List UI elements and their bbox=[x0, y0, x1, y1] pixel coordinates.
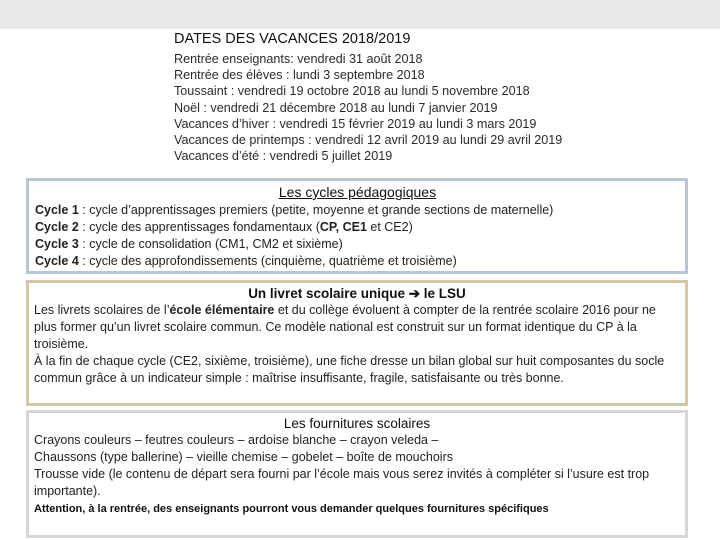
top-bar bbox=[0, 0, 720, 29]
supplies-box bbox=[26, 410, 688, 538]
cycle-text: : cycle de consolidation (CM1, CM2 et sixième) bbox=[78, 237, 343, 251]
supplies-line: Chaussons (type ballerine) – vieille chemise – gobelet – boîte de mouchoirs bbox=[34, 450, 453, 464]
date-line: Rentrée des élèves : lundi 3 septembre 2018 bbox=[174, 68, 425, 83]
cycle-row bbox=[35, 236, 680, 253]
cycle-label: Cycle 2 bbox=[35, 220, 79, 234]
cycle-text-end: et CE2) bbox=[366, 220, 413, 234]
date-line: Vacances de printemps : vendredi 12 avril 2019 au lundi 29 avril 2019 bbox=[174, 133, 563, 148]
livret-paragraph-1 bbox=[34, 302, 680, 353]
supplies-line: Trousse vide (le contenu de départ sera fourni par l’école mais vous serez invités à compléter si l’usure est trop importante). bbox=[34, 467, 650, 498]
date-line: Noël : vendredi 21 décembre 2018 au lundi 7 janvier 2019 bbox=[174, 100, 498, 115]
date-line: Vacances d’été : vendredi 5 juillet 2019 bbox=[174, 149, 393, 164]
date-line: Rentrée enseignants: vendredi 31 août 2018 bbox=[174, 52, 423, 66]
cycle-label: Cycle 1 bbox=[35, 203, 79, 217]
cycles-title: Les cycles pédagogiques bbox=[278, 184, 437, 200]
date-line: Toussaint : vendredi 19 octobre 2018 au lundi 5 novembre 2018 bbox=[174, 84, 530, 99]
supplies-title: Les fournitures scolaires bbox=[283, 416, 431, 431]
cycle-row bbox=[35, 202, 680, 219]
livret-box bbox=[26, 280, 688, 406]
livret-p1-strong: école élémentaire bbox=[169, 303, 275, 317]
livret-paragraph-2: À la fin de chaque cycle (CE2, sixième, troisième), une fiche dresse un bilan global sur huit composantes du socle commun grâce à un indicateur simple : maîtrise insuffisante, fragile, satisfaisante ou très bonne. bbox=[34, 354, 665, 385]
livret-title-text: Un livret scolaire unique bbox=[248, 286, 409, 301]
cycle-text-strong: CP, CE1 bbox=[319, 220, 367, 234]
cycle-text: : cycle d’apprentissages premiers (petite, moyenne et grande sections de maternelle) bbox=[78, 203, 554, 217]
livret-title-end: le LSU bbox=[420, 286, 466, 301]
cycles-box bbox=[26, 178, 688, 274]
arrow-icon: ➔ bbox=[408, 286, 421, 301]
cycle-text: : cycle des apprentissages fondamentaux ( bbox=[78, 220, 320, 234]
cycle-text: : cycle des approfondissements (cinquième, quatrième et troisième) bbox=[78, 254, 457, 268]
cycle-row bbox=[35, 219, 680, 236]
cycle-label: Cycle 3 bbox=[35, 237, 79, 251]
supplies-line: Crayons couleurs – feutres couleurs – ardoise blanche – crayon veleda – bbox=[34, 433, 439, 447]
cycle-label: Cycle 4 bbox=[35, 254, 79, 268]
cycle-row bbox=[35, 253, 680, 270]
livret-p1-start: Les livrets scolaires de l’ bbox=[34, 303, 170, 317]
livret-p1-end: et du collège évoluent à compter de la rentrée scolaire 2016 pour ne plus former qu’un livret scolaire commun. Ce modèle national est construit sur un format identique du CP à la troisième. bbox=[34, 303, 656, 351]
supplies-note: Attention, à la rentrée, des enseignants pourront vous demander quelques fournitures spécifiques bbox=[34, 503, 549, 515]
holiday-dates-section bbox=[174, 30, 634, 164]
holiday-dates-title: DATES DES VACANCES 2018/2019 bbox=[174, 31, 411, 47]
date-line: Vacances d’hiver : vendredi 15 février 2019 au lundi 3 mars 2019 bbox=[174, 116, 537, 131]
livret-title bbox=[34, 285, 680, 302]
